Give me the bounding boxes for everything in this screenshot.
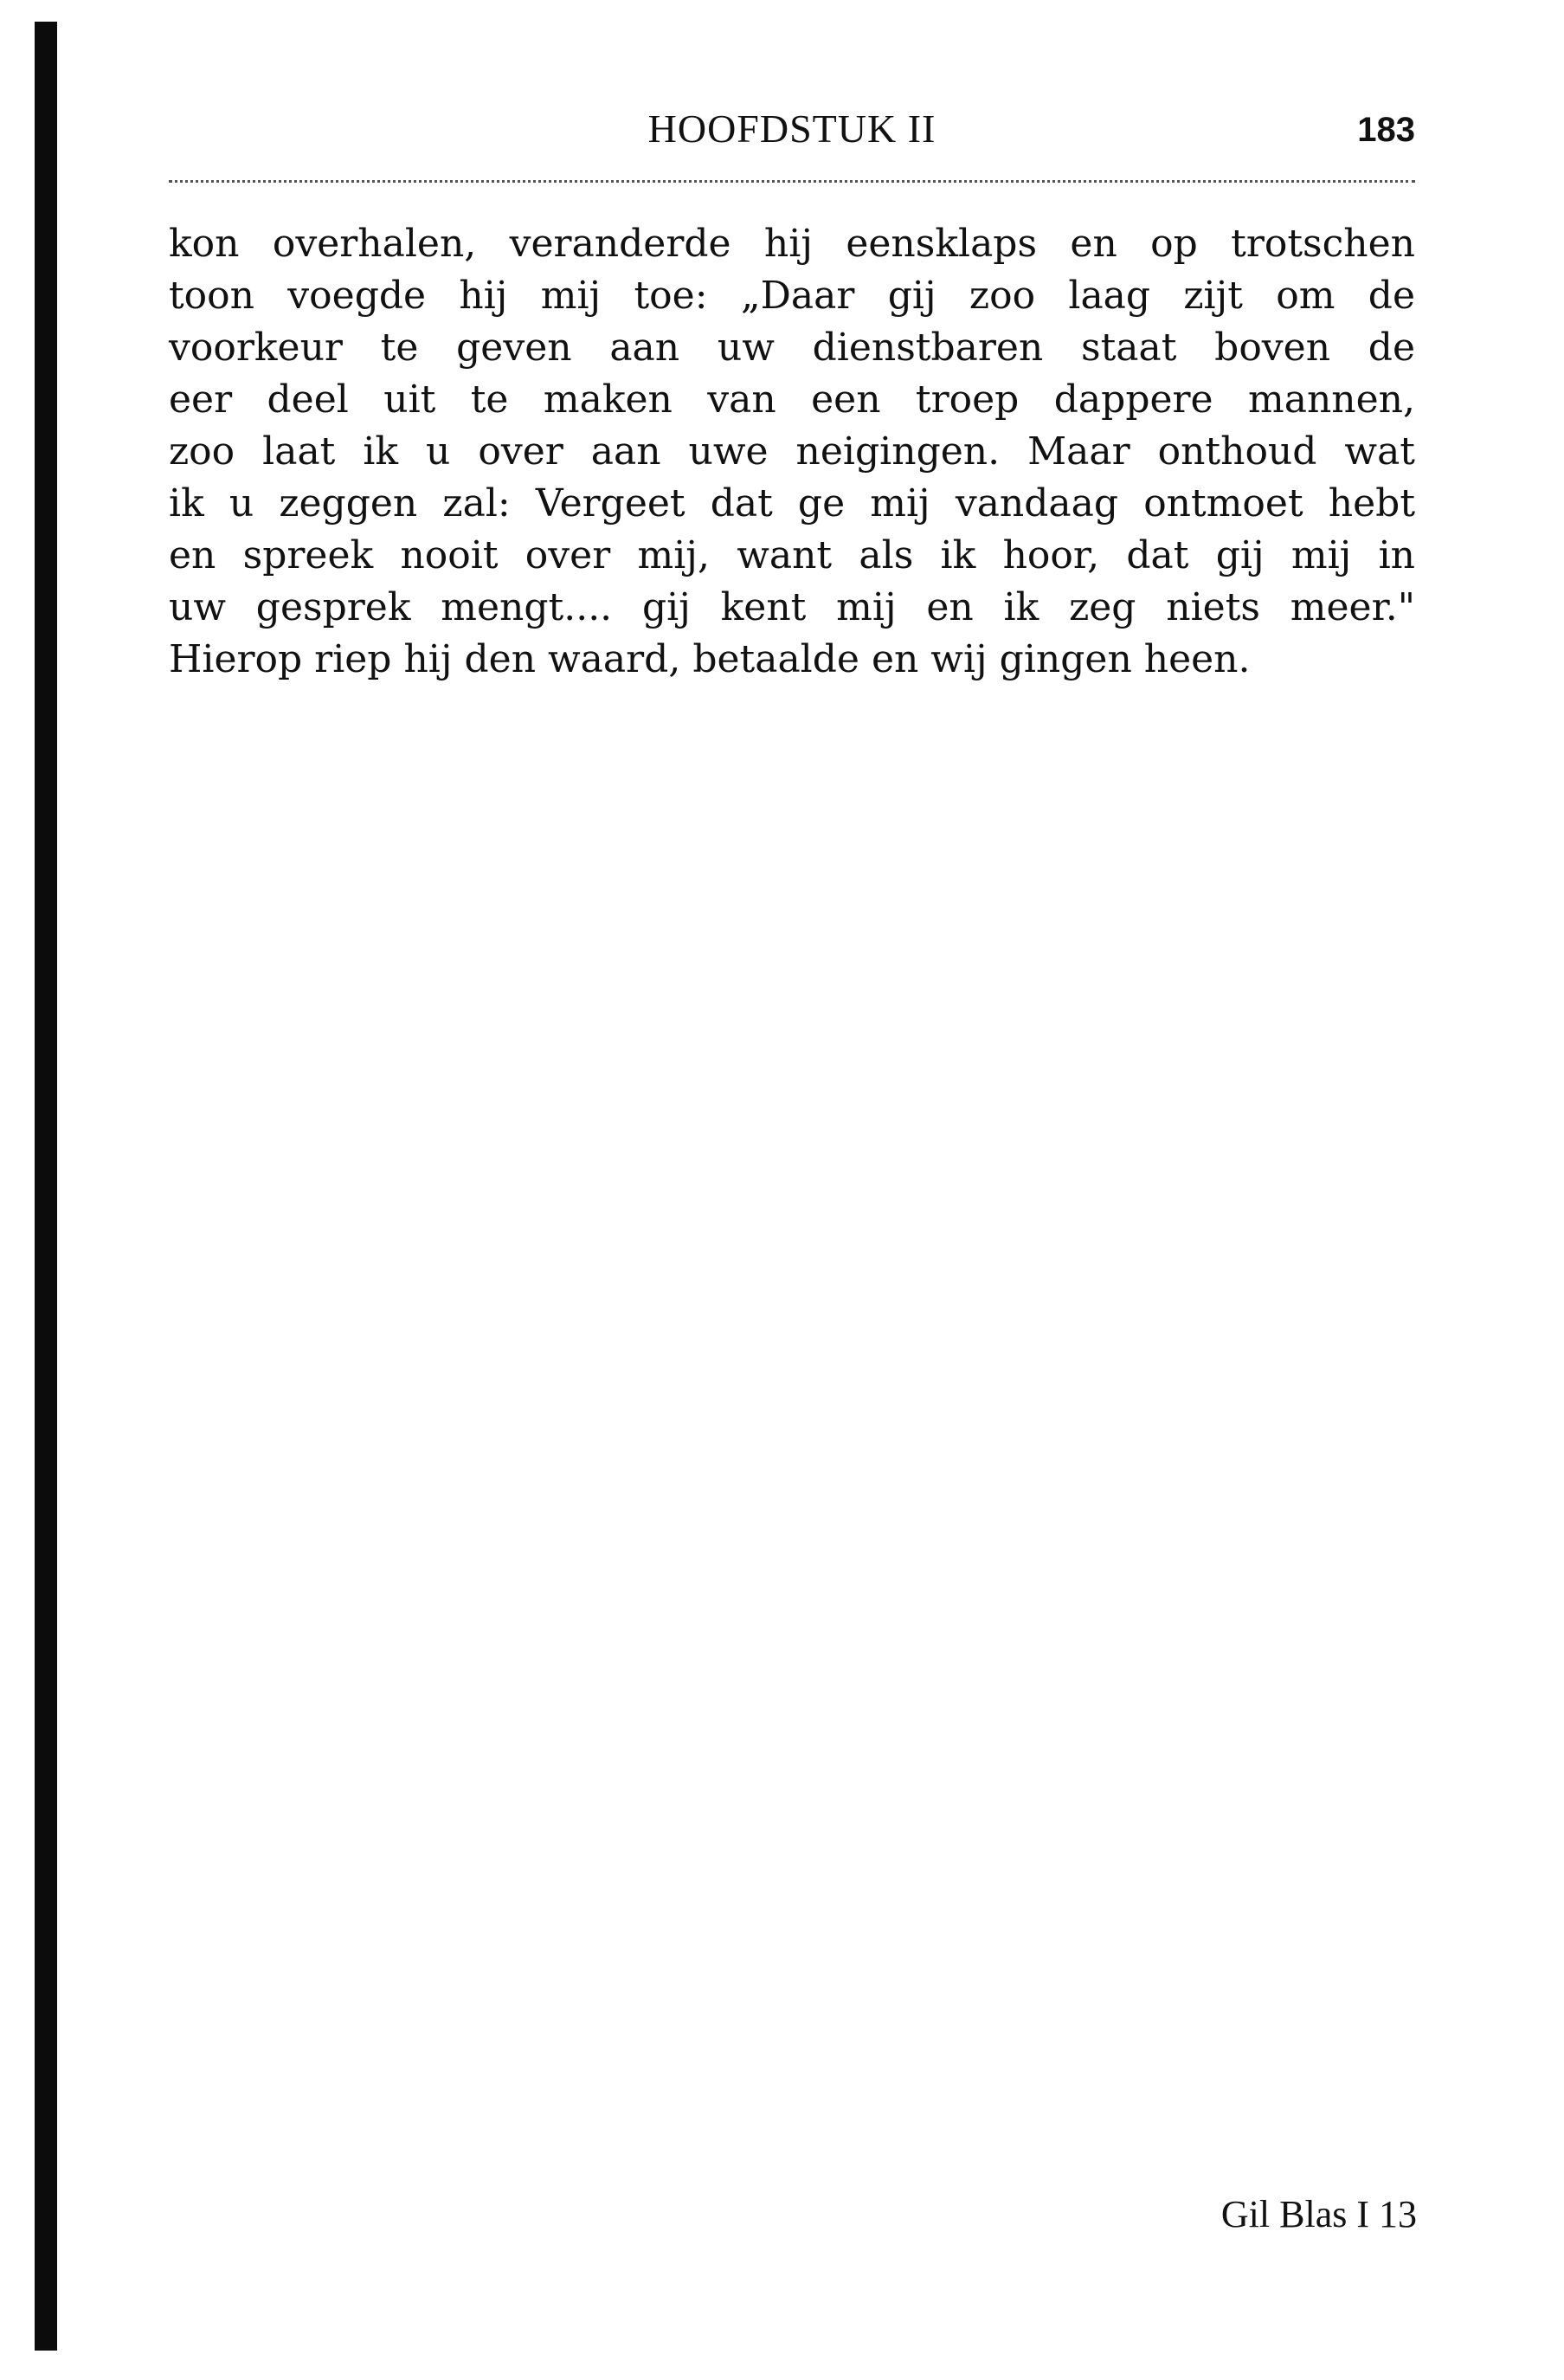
chapter-title: HOOFDSTUK II [647,106,936,151]
binding-edge [35,22,57,2351]
text-line: zoo laat ik u over aan uwe neigingen. Maar onthoud wat [169,429,1415,474]
text-line: toon voegde hij mij toe: „Daar gij zoo laag zijt om de [169,274,1415,318]
page-number: 183 [1357,111,1415,149]
text-line: voorkeur te geven aan uw dienstbaren staat boven de [169,326,1415,370]
body-text [169,218,1415,686]
text-line: uw gesprek mengt.... gij kent mij en ik zeg niets meer." [169,585,1415,629]
running-head [169,106,1415,158]
text-line: eer deel uit te maken van een troep dappere mannen, [169,377,1415,422]
text-line: kon overhalen, veranderde hij eensklaps en op trotschen [169,222,1415,266]
footer-signature: Gil Blas I 13 [1220,2193,1417,2235]
text-line: en spreek nooit over mij, want als ik hoor, dat gij mij in [169,533,1415,577]
text-line: ik u zeggen zal: Vergeet dat ge mij vandaag ontmoet hebt [169,481,1415,526]
text-line: Hierop riep hij den waard, betaalde en wij gingen heen. [169,637,1251,681]
header-divider [169,180,1415,183]
